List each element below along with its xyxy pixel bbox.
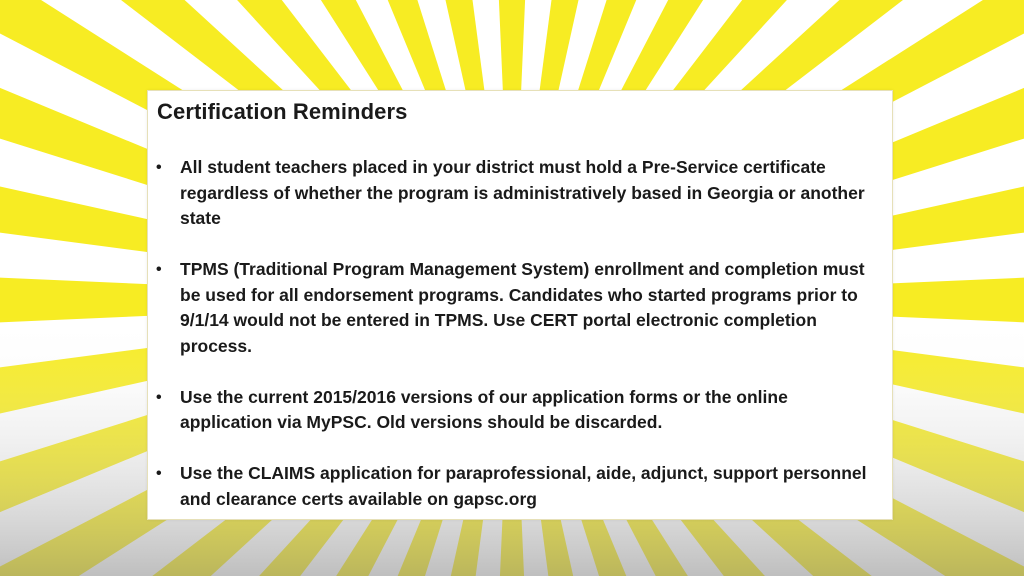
bullet-item xyxy=(148,155,894,232)
bullet-item xyxy=(148,461,894,512)
bullet-text: TPMS (Traditional Program Management System) enrollment and completion must be used for all endorsement programs. Candidates who started programs prior to 9/1/14 would not be entered in TPMS. Use CERT portal electronic completion process. xyxy=(180,259,865,356)
bullet-text: All student teachers placed in your district must hold a Pre-Service certificate regardless of whether the program is administratively based in Georgia or another state xyxy=(180,157,865,228)
bullet-marker: • xyxy=(156,465,162,482)
bullet-marker: • xyxy=(156,388,162,406)
content-card xyxy=(147,90,893,520)
bullet-item xyxy=(148,257,894,359)
bullet-text: Use the CLAIMS application for paraprofessional, aide, adjunct, support personnel and clearance certs available on gapsc.org xyxy=(180,463,867,509)
bullet-marker: • xyxy=(156,159,162,176)
bullet-item xyxy=(148,385,894,436)
slide-title: Certification Reminders xyxy=(157,99,408,124)
bullet-marker: • xyxy=(156,261,162,278)
bullet-list xyxy=(148,155,894,538)
bullet-text: Use the current 2015/2016 versions of our application forms or the online application via MyPSC. Old versions should be discarded. xyxy=(180,386,788,432)
